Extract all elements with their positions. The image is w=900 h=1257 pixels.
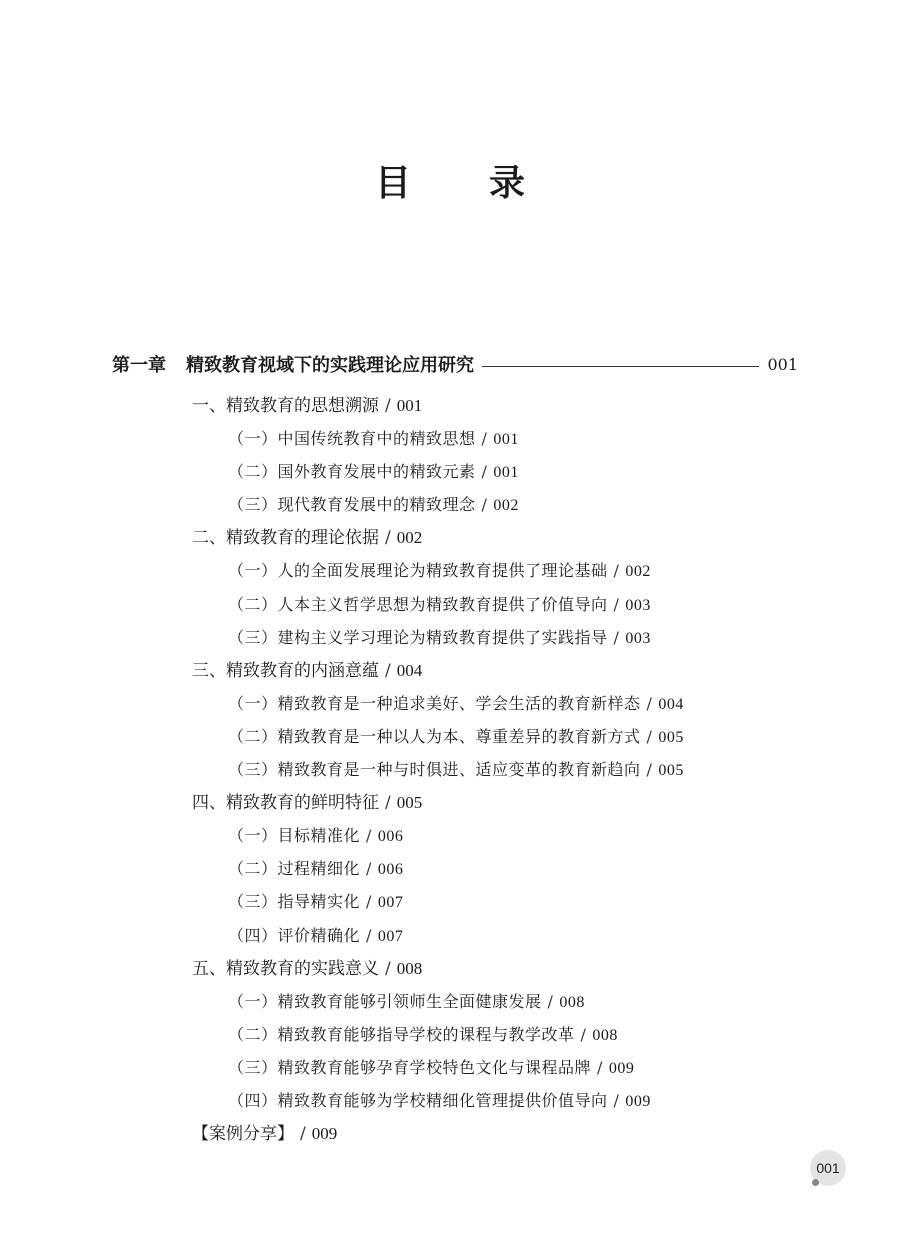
toc-entry-page: 006 — [377, 861, 404, 879]
toc-entry-page: 007 — [377, 894, 404, 912]
toc-entry-page: 006 — [377, 828, 404, 846]
toc-separator: / — [613, 627, 620, 647]
toc-separator: / — [597, 1057, 603, 1077]
toc-entry-case-study[interactable] — [0, 1117, 900, 1150]
toc-entry-page: 003 — [625, 629, 651, 647]
toc-entry[interactable] — [0, 819, 900, 852]
toc-separator: / — [385, 396, 391, 416]
toc-entry[interactable] — [0, 554, 900, 587]
toc-entry[interactable] — [0, 654, 900, 687]
toc-separator: / — [613, 1090, 620, 1110]
toc-separator: / — [366, 925, 372, 945]
toc-entry-text: （二）人本主义哲学思想为精致教育提供了价值导向 — [228, 594, 608, 614]
toc-entry-text: （三）建构主义学习理论为精致教育提供了实践指导 — [228, 627, 608, 647]
toc-entry-page: 002 — [493, 497, 519, 515]
chapter-title: 精致教育视域下的实践理论应用研究 — [186, 355, 474, 376]
toc-entry[interactable] — [0, 852, 900, 885]
toc-entry-text: （三）精致教育能够孕育学校特色文化与课程品牌 — [228, 1057, 592, 1077]
toc-entry-text: 【案例分享】 — [192, 1124, 294, 1145]
chapter-number: 第一章 — [112, 355, 166, 376]
toc-separator: / — [300, 1124, 306, 1145]
chapter-page-number: 001 — [767, 354, 798, 374]
toc-entry-text: （二）过程精细化 — [228, 859, 361, 879]
toc-entry[interactable] — [0, 952, 900, 985]
toc-entry-text: （二）精致教育是一种以人为本、尊重差异的教育新方式 — [228, 726, 641, 746]
toc-entry[interactable] — [0, 720, 900, 753]
toc-entry[interactable] — [0, 455, 900, 488]
toc-separator: / — [547, 991, 554, 1011]
toc-entry-text: 五、精致教育的实践意义 — [192, 958, 379, 979]
toc-entry-text: （一）目标精准化 — [228, 826, 361, 846]
toc-separator: / — [366, 859, 372, 879]
toc-entry-page: 009 — [608, 1059, 635, 1077]
toc-separator: / — [646, 726, 653, 746]
toc-entry[interactable] — [0, 521, 900, 554]
toc-separator: / — [385, 660, 391, 681]
page-number-badge: 001 — [810, 1150, 846, 1186]
chapter-heading[interactable] — [112, 352, 798, 376]
toc-entry-page: 003 — [625, 596, 651, 614]
toc-entry-text: （二）精致教育能够指导学校的课程与教学改革 — [228, 1024, 575, 1044]
toc-entry-page: 009 — [311, 1124, 338, 1144]
toc-entry[interactable] — [0, 786, 900, 819]
toc-entry-text: （三）现代教育发展中的精致理念 — [228, 495, 476, 515]
toc-entry-text: （一）精致教育是一种追求美好、学会生活的教育新样态 — [228, 693, 641, 713]
toc-entry-text: （三）指导精实化 — [228, 892, 361, 912]
toc-entry[interactable] — [0, 1018, 900, 1051]
toc-entry-page: 007 — [377, 927, 404, 945]
toc-separator: / — [366, 892, 372, 912]
toc-separator: / — [646, 693, 653, 713]
toc-entry-page: 009 — [625, 1092, 651, 1110]
page-title: 目录 — [374, 163, 603, 204]
toc-separator: / — [481, 429, 488, 449]
toc-entry-text: （一）中国传统教育中的精致思想 — [228, 429, 476, 449]
chapter-label-group — [112, 351, 474, 377]
toc-list — [0, 389, 900, 1150]
toc-entry-page: 005 — [658, 762, 684, 780]
toc-entry[interactable] — [0, 621, 900, 654]
toc-entry-text: 四、精致教育的鲜明特征 — [192, 793, 379, 814]
toc-entry[interactable] — [0, 885, 900, 918]
toc-entry-text: （四）评价精确化 — [228, 925, 361, 945]
page-number-dot — [812, 1179, 819, 1186]
toc-entry-page: 001 — [493, 464, 519, 482]
toc-entry-page: 002 — [625, 563, 651, 581]
toc-entry-text: （一）精致教育能够引领师生全面健康发展 — [228, 991, 542, 1011]
toc-entry-page: 008 — [559, 993, 585, 1011]
toc-entry[interactable] — [0, 1084, 900, 1117]
toc-entry[interactable] — [0, 985, 900, 1018]
toc-entry-text: （二）国外教育发展中的精致元素 — [228, 462, 476, 482]
toc-entry-text: （三）精致教育是一种与时俱进、适应变革的教育新趋向 — [228, 760, 641, 780]
toc-entry-page: 004 — [658, 695, 684, 713]
toc-entry-page: 005 — [658, 728, 684, 746]
toc-entry[interactable] — [0, 389, 900, 422]
toc-separator: / — [481, 462, 488, 482]
toc-separator: / — [385, 528, 391, 549]
toc-entry-text: （四）精致教育能够为学校精细化管理提供价值导向 — [228, 1090, 608, 1110]
toc-entry[interactable] — [0, 588, 900, 621]
toc-entry[interactable] — [0, 919, 900, 952]
toc-entry-page: 005 — [396, 793, 423, 813]
toc-separator: / — [366, 826, 372, 846]
toc-entry[interactable] — [0, 753, 900, 786]
toc-entry[interactable] — [0, 488, 900, 521]
toc-separator: / — [613, 561, 620, 581]
toc-entry-page: 004 — [396, 660, 423, 680]
toc-entry-text: （一）人的全面发展理论为精致教育提供了理论基础 — [228, 561, 608, 581]
toc-separator: / — [613, 594, 620, 614]
toc-entry-page: 008 — [592, 1026, 618, 1044]
toc-entry-text: 二、精致教育的理论依据 — [192, 528, 379, 549]
toc-separator: / — [481, 495, 488, 515]
toc-entry-page: 008 — [396, 958, 423, 978]
toc-separator: / — [385, 793, 391, 814]
toc-separator: / — [580, 1024, 587, 1044]
toc-entry[interactable] — [0, 422, 900, 455]
toc-separator: / — [385, 958, 391, 979]
toc-entry-page: 002 — [396, 528, 423, 548]
toc-entry-text: 一、精致教育的思想溯源 — [192, 396, 379, 416]
toc-entry[interactable] — [0, 687, 900, 720]
chapter-leader-line — [482, 366, 759, 367]
toc-entry-text: 三、精致教育的内涵意蕴 — [192, 660, 379, 681]
toc-separator: / — [646, 760, 653, 780]
toc-entry-page: 001 — [396, 396, 423, 415]
toc-entry[interactable] — [0, 1051, 900, 1084]
toc-entry-page: 001 — [493, 431, 519, 449]
